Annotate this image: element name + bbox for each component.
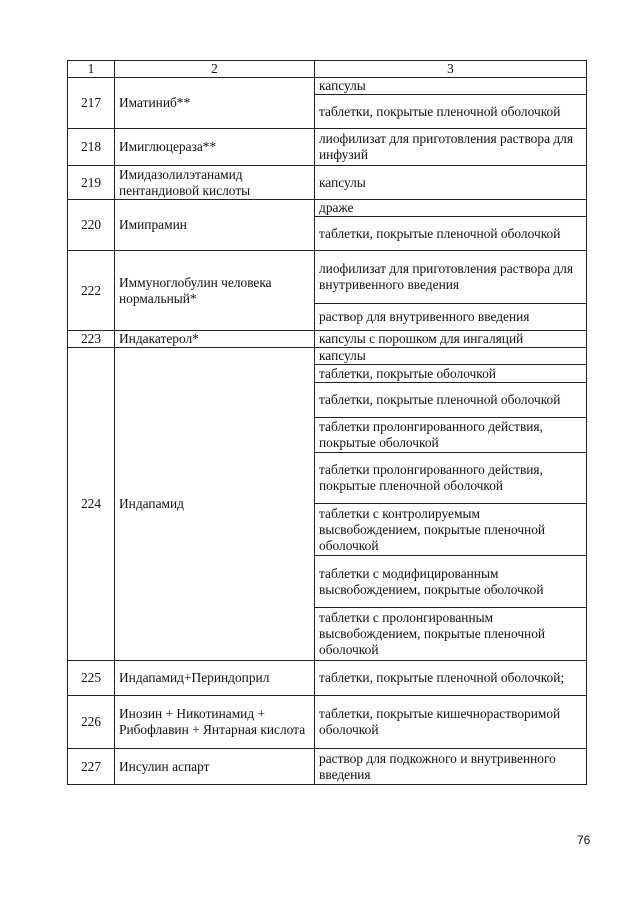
table-row: [68, 129, 587, 166]
dosage-form: капсулы: [315, 348, 587, 365]
table-row: [68, 331, 587, 348]
dosage-form: таблетки, покрытые пленочной оболочкой: [315, 95, 587, 129]
dosage-form: капсулы: [315, 166, 587, 200]
table-row: [68, 749, 587, 785]
page-number: 76: [577, 833, 591, 847]
drug-name: Индапамид+Периндоприл: [115, 661, 315, 696]
dosage-form: таблетки, покрытые оболочкой: [315, 365, 587, 383]
dosage-form: таблетки с модифицированным высвобождением, покрытые оболочкой: [315, 556, 587, 608]
dosage-form: капсулы: [315, 78, 587, 95]
table-row: [68, 166, 587, 200]
row-number: 223: [68, 331, 115, 348]
dosage-form: таблетки, покрытые пленочной оболочкой;: [315, 661, 587, 696]
drug-name: Индапамид: [115, 348, 315, 661]
column-header: 2: [115, 61, 315, 78]
header-row: [68, 61, 587, 78]
row-number: 225: [68, 661, 115, 696]
dosage-form: раствор для внутривенного введения: [315, 304, 587, 331]
dosage-form: таблетки с контролируемым высвобождением, покрытые пленочной оболочкой: [315, 504, 587, 556]
dosage-form: раствор для подкожного и внутривенного введения: [315, 749, 587, 785]
dosage-form: таблетки, покрытые пленочной оболочкой: [315, 217, 587, 251]
dosage-form: таблетки, покрытые кишечнорастворимой оболочкой: [315, 696, 587, 749]
dosage-form: таблетки пролонгированного действия, покрытые пленочной оболочкой: [315, 453, 587, 504]
row-number: 227: [68, 749, 115, 785]
dosage-form: таблетки с пролонгированным высвобождением, покрытые пленочной оболочкой: [315, 608, 587, 661]
row-number: 226: [68, 696, 115, 749]
dosage-form: драже: [315, 200, 587, 217]
dosage-form: лиофилизат для приготовления раствора для инфузий: [315, 129, 587, 166]
drug-name: Инозин + Никотинамид + Рибофлавин + Янтарная кислота: [115, 696, 315, 749]
dosage-form: таблетки пролонгированного действия, покрытые оболочкой: [315, 418, 587, 453]
row-number: 222: [68, 251, 115, 331]
table-row: [68, 696, 587, 749]
row-number: 220: [68, 200, 115, 251]
table-row: [68, 251, 587, 304]
drug-name: Имидазолилэтанамид пентандиовой кислоты: [115, 166, 315, 200]
drug-name: Имиглюцераза**: [115, 129, 315, 166]
table-row: [68, 348, 587, 365]
dosage-form: таблетки, покрытые пленочной оболочкой: [315, 383, 587, 418]
drug-name: Иммуноглобулин человека нормальный*: [115, 251, 315, 331]
drug-name: Инсулин аспарт: [115, 749, 315, 785]
table-row: [68, 200, 587, 217]
drug-name: Иматиниб**: [115, 78, 315, 129]
dosage-form: капсулы с порошком для ингаляций: [315, 331, 587, 348]
drug-name: Имипрамин: [115, 200, 315, 251]
table-row: [68, 78, 587, 95]
dosage-form: лиофилизат для приготовления раствора для внутривенного введения: [315, 251, 587, 304]
row-number: 219: [68, 166, 115, 200]
table-row: [68, 661, 587, 696]
row-number: 224: [68, 348, 115, 661]
row-number: 217: [68, 78, 115, 129]
column-header: 3: [315, 61, 587, 78]
row-number: 218: [68, 129, 115, 166]
drug-table: [67, 60, 587, 785]
drug-name: Индакатерол*: [115, 331, 315, 348]
column-header: 1: [68, 61, 115, 78]
